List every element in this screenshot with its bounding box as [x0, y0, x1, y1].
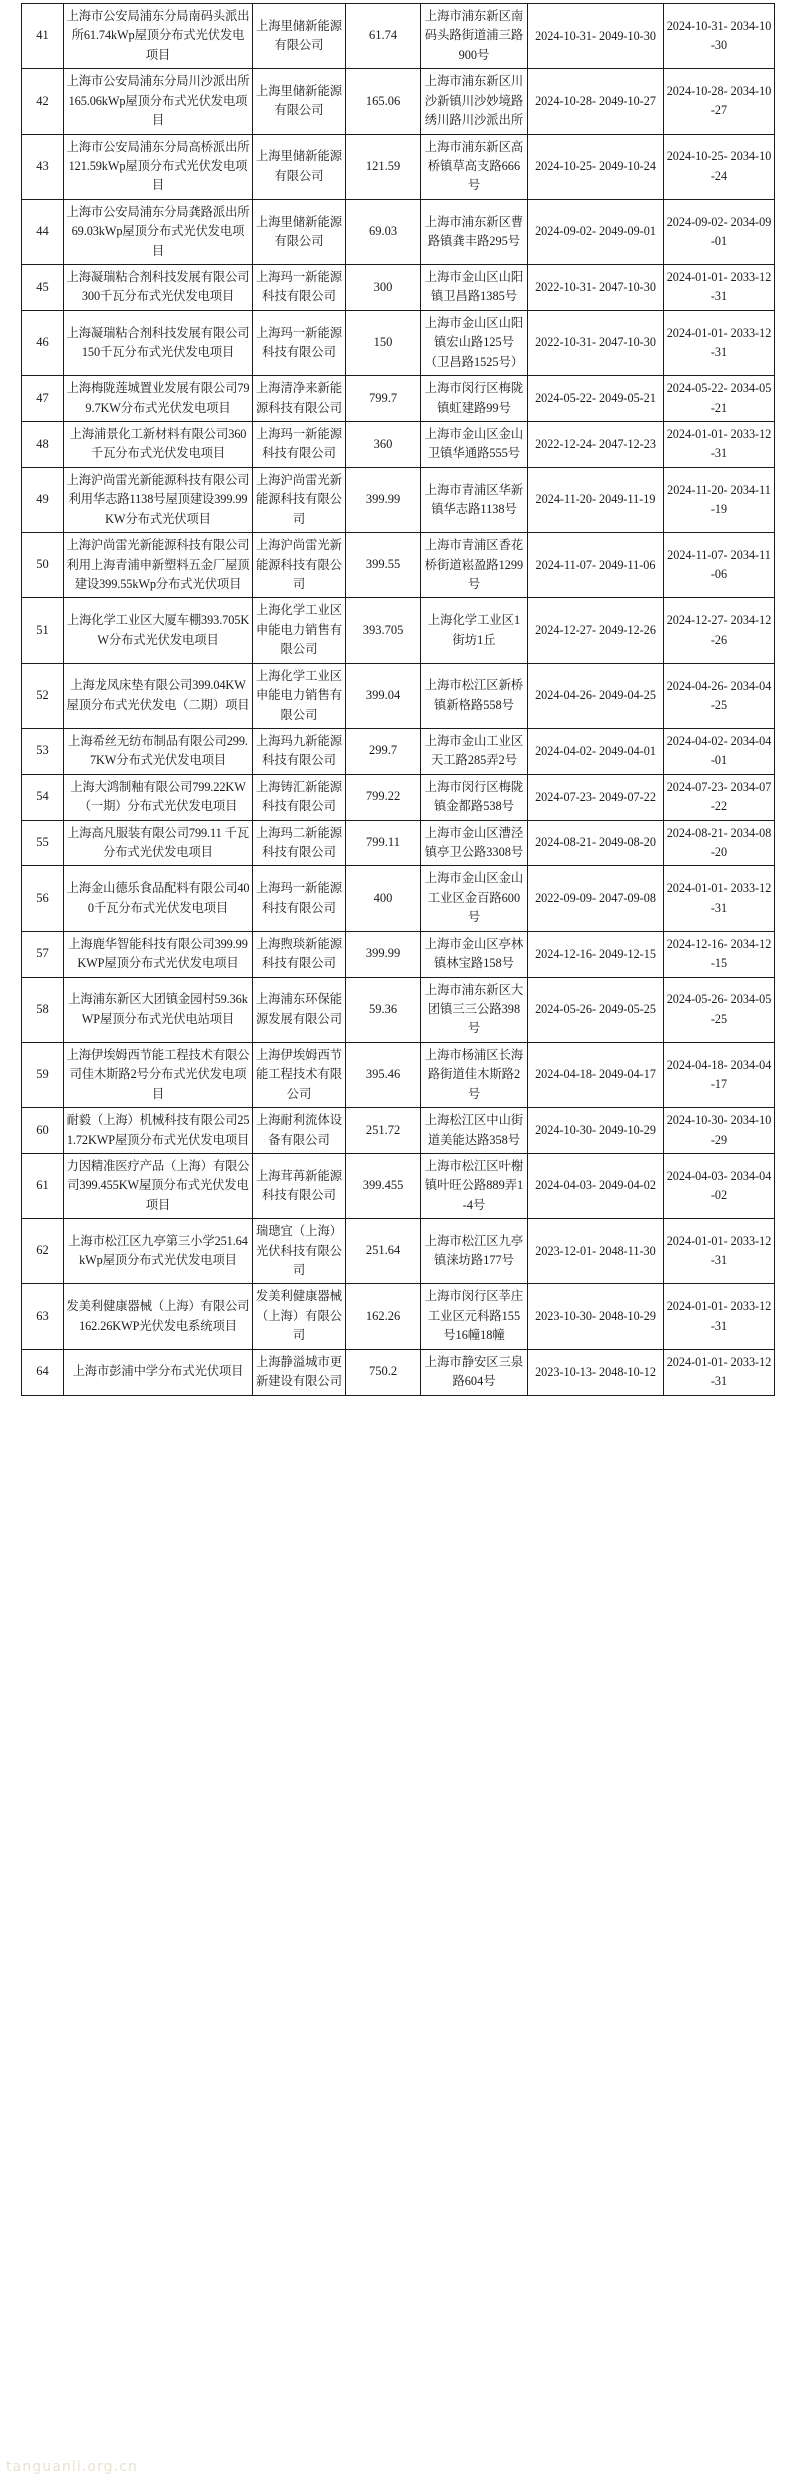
cell-date1: 2023-12-01- 2048-11-30	[528, 1219, 664, 1284]
table-row	[22, 866, 775, 931]
cell-date1: 2024-10-25- 2049-10-24	[528, 134, 664, 199]
cell-capacity: 299.7	[346, 728, 421, 774]
table-row	[22, 265, 775, 311]
cell-company: 上海玛一新能源科技有限公司	[253, 310, 346, 375]
cell-address: 上海市金山工业区天工路285弄2号	[421, 728, 528, 774]
cell-date1: 2024-07-23- 2049-07-22	[528, 774, 664, 820]
cell-no: 46	[22, 310, 64, 375]
table-row	[22, 1153, 775, 1218]
cell-name: 上海市松江区九亭第三小学251.64kWp屋顶分布式光伏发电项目	[64, 1219, 253, 1284]
cell-capacity: 162.26	[346, 1284, 421, 1349]
table-row	[22, 1042, 775, 1107]
cell-no: 54	[22, 774, 64, 820]
cell-capacity: 393.705	[346, 598, 421, 663]
cell-capacity: 395.46	[346, 1042, 421, 1107]
cell-name: 上海凝瑞粘合剂科技发展有限公司300千瓦分布式光伏发电项目	[64, 265, 253, 311]
cell-date2: 2024-10-28- 2034-10-27	[664, 69, 775, 134]
table-row	[22, 69, 775, 134]
cell-company: 上海茸苒新能源科技有限公司	[253, 1153, 346, 1218]
cell-name: 上海市公安局浦东分局川沙派出所165.06kWp屋顶分布式光伏发电项目	[64, 69, 253, 134]
cell-capacity: 799.22	[346, 774, 421, 820]
table-row	[22, 598, 775, 663]
cell-date2: 2024-01-01- 2033-12-31	[664, 310, 775, 375]
table-row	[22, 310, 775, 375]
cell-address: 上海市静安区三泉路604号	[421, 1349, 528, 1395]
cell-capacity: 69.03	[346, 199, 421, 264]
project-filing-table	[21, 3, 775, 1396]
cell-address: 上海市青浦区华新镇华志路1138号	[421, 467, 528, 532]
cell-date1: 2024-04-18- 2049-04-17	[528, 1042, 664, 1107]
cell-date2: 2024-04-26- 2034-04-25	[664, 663, 775, 728]
cell-address: 上海市金山区金山工业区金百路600号	[421, 866, 528, 931]
cell-name: 上海市公安局浦东分局高桥派出所121.59kWp屋顶分布式光伏发电项目	[64, 134, 253, 199]
cell-name: 上海沪尚雷光新能源科技有限公司利用华志路1138号屋顶建设399.99KW分布式光伏项目	[64, 467, 253, 532]
cell-name: 上海市彭浦中学分布式光伏项目	[64, 1349, 253, 1395]
cell-date1: 2024-12-27- 2049-12-26	[528, 598, 664, 663]
cell-company: 上海里储新能源有限公司	[253, 199, 346, 264]
cell-capacity: 399.99	[346, 467, 421, 532]
cell-capacity: 251.64	[346, 1219, 421, 1284]
cell-company: 上海化学工业区申能电力销售有限公司	[253, 663, 346, 728]
cell-name: 上海市公安局浦东分局南码头派出所61.74kWp屋顶分布式光伏发电项目	[64, 4, 253, 69]
table-row	[22, 977, 775, 1042]
cell-date2: 2024-11-20- 2034-11-19	[664, 467, 775, 532]
cell-no: 60	[22, 1108, 64, 1154]
cell-address: 上海市松江区九亭镇涞坊路177号	[421, 1219, 528, 1284]
cell-no: 56	[22, 866, 64, 931]
cell-no: 45	[22, 265, 64, 311]
cell-name: 上海沪尚雷光新能源科技有限公司利用上海青浦申新塑料五金厂屋顶建设399.55kWp分布式光伏项目	[64, 533, 253, 598]
cell-capacity: 399.99	[346, 931, 421, 977]
cell-name: 上海大鸿制釉有限公司799.22KW（一期）分布式光伏发电项目	[64, 774, 253, 820]
cell-date2: 2024-12-27- 2034-12-26	[664, 598, 775, 663]
cell-address: 上海市闵行区莘庄工业区元科路155号16幢18幢	[421, 1284, 528, 1349]
cell-address: 上海市杨浦区长海路街道佳木斯路2号	[421, 1042, 528, 1107]
cell-company: 上海沪尚雷光新能源科技有限公司	[253, 533, 346, 598]
cell-date2: 2024-10-25- 2034-10-24	[664, 134, 775, 199]
table-row	[22, 376, 775, 422]
cell-company: 上海玛一新能源科技有限公司	[253, 422, 346, 468]
cell-capacity: 59.36	[346, 977, 421, 1042]
cell-date2: 2024-04-03- 2034-04-02	[664, 1153, 775, 1218]
cell-company: 上海玛九新能源科技有限公司	[253, 728, 346, 774]
cell-no: 41	[22, 4, 64, 69]
table-row	[22, 422, 775, 468]
cell-address: 上海市浦东新区曹路镇龚丰路295号	[421, 199, 528, 264]
cell-name: 上海伊埃姆西节能工程技术有限公司佳木斯路2号分布式光伏发电项目	[64, 1042, 253, 1107]
cell-name: 上海金山德乐食品配料有限公司400千瓦分布式光伏发电项目	[64, 866, 253, 931]
cell-name: 上海高凡服装有限公司799.11 千瓦分布式光伏发电项目	[64, 820, 253, 866]
cell-date2: 2024-12-16- 2034-12-15	[664, 931, 775, 977]
cell-date1: 2024-08-21- 2049-08-20	[528, 820, 664, 866]
table-row	[22, 1349, 775, 1395]
cell-no: 55	[22, 820, 64, 866]
cell-no: 47	[22, 376, 64, 422]
table-row	[22, 931, 775, 977]
cell-name: 上海市公安局浦东分局龚路派出所69.03kWp屋顶分布式光伏发电项目	[64, 199, 253, 264]
cell-no: 53	[22, 728, 64, 774]
cell-date2: 2024-01-01- 2033-12-31	[664, 422, 775, 468]
table-row	[22, 774, 775, 820]
cell-capacity: 61.74	[346, 4, 421, 69]
cell-company: 上海铸汇新能源科技有限公司	[253, 774, 346, 820]
cell-company: 上海静溢城市更新建设有限公司	[253, 1349, 346, 1395]
cell-date2: 2024-10-31- 2034-10-30	[664, 4, 775, 69]
cell-capacity: 399.04	[346, 663, 421, 728]
table-row	[22, 1284, 775, 1349]
cell-company: 上海里储新能源有限公司	[253, 69, 346, 134]
cell-date1: 2023-10-13- 2048-10-12	[528, 1349, 664, 1395]
cell-date2: 2024-11-07- 2034-11-06	[664, 533, 775, 598]
cell-date1: 2024-09-02- 2049-09-01	[528, 199, 664, 264]
cell-no: 62	[22, 1219, 64, 1284]
table-row	[22, 663, 775, 728]
cell-company: 上海化学工业区申能电力销售有限公司	[253, 598, 346, 663]
cell-name: 上海龙凤床垫有限公司399.04KW屋顶分布式光伏发电（二期）项目	[64, 663, 253, 728]
cell-address: 上海市浦东新区川沙新镇川沙妙境路绣川路川沙派出所	[421, 69, 528, 134]
table-row	[22, 199, 775, 264]
cell-company: 上海玛一新能源科技有限公司	[253, 265, 346, 311]
cell-date1: 2022-12-24- 2047-12-23	[528, 422, 664, 468]
cell-date2: 2024-01-01- 2033-12-31	[664, 866, 775, 931]
cell-company: 瑞璁宜（上海）光伏科技有限公司	[253, 1219, 346, 1284]
cell-address: 上海市松江区叶榭镇叶旺公路889弄1-4号	[421, 1153, 528, 1218]
cell-no: 59	[22, 1042, 64, 1107]
cell-date1: 2022-10-31- 2047-10-30	[528, 310, 664, 375]
cell-name: 上海化学工业区大厦车棚393.705KW分布式光伏发电项目	[64, 598, 253, 663]
cell-date2: 2024-04-02- 2034-04-01	[664, 728, 775, 774]
cell-capacity: 251.72	[346, 1108, 421, 1154]
cell-date1: 2024-04-03- 2049-04-02	[528, 1153, 664, 1218]
site-watermark: tanguanli.org.cn	[6, 2459, 138, 2475]
cell-company: 上海清净来新能源科技有限公司	[253, 376, 346, 422]
cell-no: 63	[22, 1284, 64, 1349]
cell-date1: 2023-10-30- 2048-10-29	[528, 1284, 664, 1349]
cell-capacity: 300	[346, 265, 421, 311]
cell-address: 上海市金山区山阳镇卫昌路1385号	[421, 265, 528, 311]
cell-date2: 2024-07-23- 2034-07-22	[664, 774, 775, 820]
cell-no: 58	[22, 977, 64, 1042]
cell-company: 上海玛二新能源科技有限公司	[253, 820, 346, 866]
cell-date1: 2024-11-20- 2049-11-19	[528, 467, 664, 532]
cell-capacity: 121.59	[346, 134, 421, 199]
cell-date1: 2024-05-22- 2049-05-21	[528, 376, 664, 422]
cell-address: 上海市浦东新区大团镇三三公路398号	[421, 977, 528, 1042]
table-row	[22, 533, 775, 598]
cell-date2: 2024-01-01- 2033-12-31	[664, 1219, 775, 1284]
cell-no: 43	[22, 134, 64, 199]
table-row	[22, 1108, 775, 1154]
cell-no: 48	[22, 422, 64, 468]
cell-no: 61	[22, 1153, 64, 1218]
cell-name: 力因精准医疗产品（上海）有限公司399.455KW屋顶分布式光伏发电项目	[64, 1153, 253, 1218]
cell-date1: 2022-10-31- 2047-10-30	[528, 265, 664, 311]
cell-address: 上海市青浦区香花桥街道崧盈路1299号	[421, 533, 528, 598]
cell-date2: 2024-10-30- 2034-10-29	[664, 1108, 775, 1154]
cell-date2: 2024-01-01- 2033-12-31	[664, 1349, 775, 1395]
cell-date1: 2024-10-30- 2049-10-29	[528, 1108, 664, 1154]
cell-name: 耐毅（上海）机械科技有限公司251.72KWP屋顶分布式光伏发电项目	[64, 1108, 253, 1154]
cell-date1: 2022-09-09- 2047-09-08	[528, 866, 664, 931]
cell-date1: 2024-04-02- 2049-04-01	[528, 728, 664, 774]
cell-no: 57	[22, 931, 64, 977]
table-row	[22, 4, 775, 69]
cell-date2: 2024-08-21- 2034-08-20	[664, 820, 775, 866]
cell-address: 上海化学工业区1街坊1丘	[421, 598, 528, 663]
cell-address: 上海市浦东新区高桥镇草高支路666号	[421, 134, 528, 199]
cell-address: 上海市闵行区梅陇镇金都路538号	[421, 774, 528, 820]
cell-no: 52	[22, 663, 64, 728]
cell-address: 上海市金山区金山卫镇华通路555号	[421, 422, 528, 468]
cell-company: 上海里储新能源有限公司	[253, 4, 346, 69]
table-row	[22, 1219, 775, 1284]
table-row	[22, 134, 775, 199]
cell-date1: 2024-10-28- 2049-10-27	[528, 69, 664, 134]
cell-capacity: 165.06	[346, 69, 421, 134]
cell-name: 上海凝瑞粘合剂科技发展有限公司150千瓦分布式光伏发电项目	[64, 310, 253, 375]
cell-no: 64	[22, 1349, 64, 1395]
cell-date2: 2024-01-01- 2033-12-31	[664, 1284, 775, 1349]
cell-no: 42	[22, 69, 64, 134]
cell-no: 49	[22, 467, 64, 532]
cell-address: 上海市金山区漕泾镇亭卫公路3308号	[421, 820, 528, 866]
cell-date1: 2024-11-07- 2049-11-06	[528, 533, 664, 598]
cell-date1: 2024-10-31- 2049-10-30	[528, 4, 664, 69]
cell-date2: 2024-09-02- 2034-09-01	[664, 199, 775, 264]
cell-capacity: 799.7	[346, 376, 421, 422]
cell-address: 上海市金山区亭林镇林宝路158号	[421, 931, 528, 977]
cell-company: 上海伊埃姆西节能工程技术有限公司	[253, 1042, 346, 1107]
table-row	[22, 467, 775, 532]
cell-name: 上海鹿华智能科技有限公司399.99KWP屋顶分布式光伏发电项目	[64, 931, 253, 977]
cell-capacity: 399.55	[346, 533, 421, 598]
cell-no: 44	[22, 199, 64, 264]
cell-date2: 2024-01-01- 2033-12-31	[664, 265, 775, 311]
cell-capacity: 799.11	[346, 820, 421, 866]
cell-capacity: 399.455	[346, 1153, 421, 1218]
cell-address: 上海松江区中山街道美能达路358号	[421, 1108, 528, 1154]
cell-name: 发美利健康器械（上海）有限公司162.26KWP光伏发电系统项目	[64, 1284, 253, 1349]
cell-name: 上海浦景化工新材料有限公司360千瓦分布式光伏发电项目	[64, 422, 253, 468]
cell-no: 50	[22, 533, 64, 598]
cell-company: 上海浦东环保能源发展有限公司	[253, 977, 346, 1042]
cell-date2: 2024-05-26- 2034-05-25	[664, 977, 775, 1042]
cell-company: 上海煦琰新能源科技有限公司	[253, 931, 346, 977]
cell-date2: 2024-05-22- 2034-05-21	[664, 376, 775, 422]
table-body	[22, 4, 775, 1396]
cell-date2: 2024-04-18- 2034-04-17	[664, 1042, 775, 1107]
cell-company: 上海沪尚雷光新能源科技有限公司	[253, 467, 346, 532]
cell-name: 上海梅陇莲城置业发展有限公司799.7KW分布式光伏发电项目	[64, 376, 253, 422]
cell-capacity: 750.2	[346, 1349, 421, 1395]
cell-company: 上海玛一新能源科技有限公司	[253, 866, 346, 931]
cell-capacity: 400	[346, 866, 421, 931]
table-row	[22, 728, 775, 774]
cell-no: 51	[22, 598, 64, 663]
cell-name: 上海浦东新区大团镇金园村59.36kWP屋顶分布式光伏电站项目	[64, 977, 253, 1042]
cell-address: 上海市金山区山阳镇宏山路125号（卫昌路1525号）	[421, 310, 528, 375]
cell-address: 上海市闵行区梅陇镇虹建路99号	[421, 376, 528, 422]
cell-company: 上海耐利流体设备有限公司	[253, 1108, 346, 1154]
table-row	[22, 820, 775, 866]
cell-address: 上海市浦东新区南码头路街道浦三路900号	[421, 4, 528, 69]
cell-name: 上海希丝无纺布制品有限公司299.7KW分布式光伏发电项目	[64, 728, 253, 774]
cell-date1: 2024-04-26- 2049-04-25	[528, 663, 664, 728]
cell-date1: 2024-12-16- 2049-12-15	[528, 931, 664, 977]
cell-capacity: 150	[346, 310, 421, 375]
cell-company: 上海里储新能源有限公司	[253, 134, 346, 199]
cell-date1: 2024-05-26- 2049-05-25	[528, 977, 664, 1042]
cell-company: 发美利健康器械（上海）有限公司	[253, 1284, 346, 1349]
cell-capacity: 360	[346, 422, 421, 468]
cell-address: 上海市松江区新桥镇新格路558号	[421, 663, 528, 728]
